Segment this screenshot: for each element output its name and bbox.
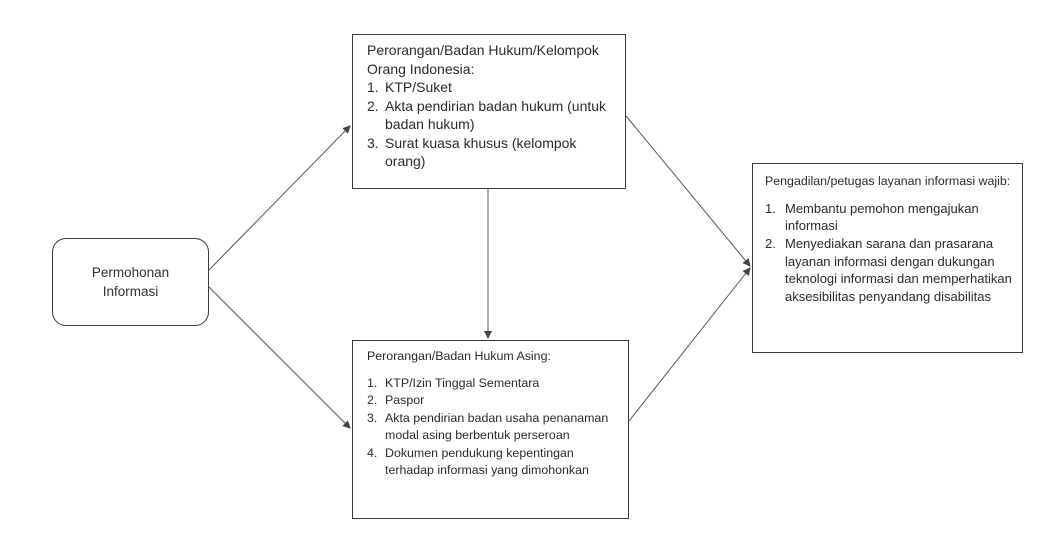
start-node-line2: Informasi (102, 284, 159, 299)
list-item (367, 375, 620, 393)
box-indonesian-applicant (352, 34, 626, 189)
box-foreign-applicant (352, 340, 629, 519)
list-item (367, 134, 617, 171)
arrow-start-to-indonesia (209, 126, 350, 270)
list-text: KTP/Suket (385, 79, 452, 95)
list-number: 2. (765, 235, 776, 251)
start-node-line1: Permohonan (91, 265, 170, 280)
list-number: 3. (367, 134, 379, 151)
arrow-start-to-foreign (209, 287, 350, 428)
list-text: Dokumen pendukung kepentingan terhadap informasi yang dimohonkan (385, 445, 589, 477)
list-number: 4. (367, 445, 378, 460)
list-number: 2. (367, 393, 378, 407)
box-indonesia-requirements-list (367, 78, 617, 171)
list-number: 3. (367, 410, 378, 425)
list-number: 1. (367, 79, 379, 95)
box-foreign-heading: Perorangan/Badan Hukum Asing: (367, 349, 551, 363)
list-item (367, 97, 617, 134)
box-court-heading: Pengadilan/petugas layanan informasi wajib: (765, 174, 1011, 188)
list-text: Paspor (385, 393, 425, 407)
list-item (765, 200, 1014, 235)
start-node-permohonan-informasi (52, 238, 209, 326)
list-text: Menyediakan sarana dan prasarana layanan informasi dengan dukungan teknologi informasi dan memperhatikan aksesibilitas penyandang disabilitas (785, 235, 1012, 305)
list-text: Akta pendirian badan usaha penanaman modal asing berbentuk perseroan (385, 410, 609, 442)
list-text: KTP/Izin Tinggal Sementara (385, 375, 540, 390)
box-court-information-officer (752, 163, 1023, 353)
list-number: 1. (765, 200, 776, 216)
box-court-duties-list (765, 200, 1014, 306)
box-indonesia-heading-line2: Orang Indonesia: (367, 60, 475, 77)
box-foreign-requirements-list (367, 375, 620, 480)
list-number: 1. (367, 375, 378, 390)
list-text: Membantu pemohon mengajukan informasi (785, 200, 979, 234)
list-item (765, 235, 1014, 306)
arrow-indonesia-to-court (626, 116, 750, 266)
list-text: Surat kuasa khusus (kelompok orang) (385, 134, 577, 169)
box-indonesia-heading-line1: Perorangan/Badan Hukum/Kelompok (367, 42, 599, 58)
arrow-foreign-to-court (629, 268, 750, 421)
list-item (367, 410, 620, 445)
list-item (367, 445, 620, 480)
list-number: 2. (367, 97, 379, 114)
list-text: Akta pendirian badan hukum (untuk badan hukum) (385, 97, 607, 132)
list-item (367, 78, 617, 97)
list-item (367, 392, 620, 410)
